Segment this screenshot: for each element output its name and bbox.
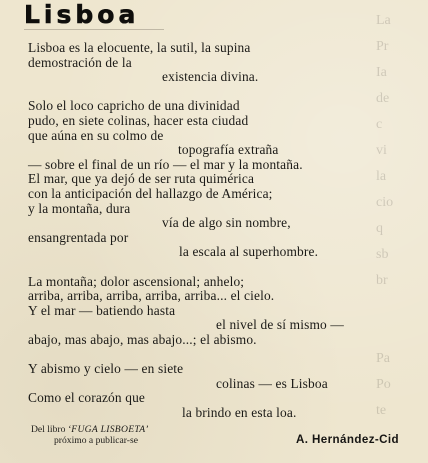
author-signature: A. Hernández-Cid [296, 433, 400, 446]
book-title: ‘FUGA LISBOETA’ [67, 424, 149, 435]
bleed-through-line: q [376, 221, 383, 236]
bleed-through-line: sb [376, 247, 389, 262]
bleed-through-line: Po [376, 377, 391, 392]
stanza-gap [28, 347, 368, 362]
poem-line: topografía extraña [178, 142, 279, 158]
bleed-through-line: vi [376, 143, 387, 158]
publication-note: próximo a publicar-se [54, 435, 138, 446]
poem-line: El mar, que ya dejó de ser ruta quimérica [28, 171, 255, 187]
bleed-through-line: c [376, 117, 383, 132]
bleed-through-text [376, 8, 428, 428]
stanza-gap [28, 260, 368, 275]
bleed-through-line [376, 320, 428, 346]
bleed-through-line [376, 294, 428, 320]
bleed-through-line: la [376, 169, 387, 184]
poem-line: pudo, en siete colinas, hacer esta ciudad [28, 112, 249, 128]
source-note [31, 424, 149, 446]
title-underline [24, 29, 164, 30]
poem-line: Y el mar — batiendo hasta [28, 302, 176, 318]
poem-line: con la anticipación del hallazgo de América; [28, 185, 273, 201]
poem-line: Lisboa es la elocuente, la sutil, la supina [28, 40, 251, 55]
poem-line: y la montaña, dura [28, 200, 131, 216]
poem-line: existencia divina. [162, 69, 259, 85]
poem-line: demostración de la [28, 54, 132, 70]
poem-line: — sobre el final de un río — el mar y la montaña. [28, 156, 303, 172]
poem-line: colinas — es Lisboa [216, 375, 328, 391]
poem-line: ensangrentada por [28, 229, 129, 245]
source-prefix: Del libro [31, 424, 66, 435]
poem-line: arriba, arriba, arriba, arriba, arriba... el cielo. [28, 288, 275, 304]
bleed-through-line: Pr [376, 39, 389, 54]
stanza-gap [28, 85, 368, 100]
poem-line: la brindo en esta loa. [182, 404, 297, 420]
poem-line: el nivel de sí mismo — [216, 317, 344, 333]
bleed-through-line: te [376, 403, 387, 418]
poem-line: Solo el loco capricho de una divinidad [28, 98, 240, 114]
poem-line: la escala al superhombre. [179, 244, 319, 260]
source-line [31, 424, 149, 435]
poem-line: vía de algo sin nombre, [162, 215, 291, 231]
bleed-through-line: Pa [376, 351, 390, 366]
poem-line: abajo, mas abajo, mas abajo...; el abismo. [28, 331, 257, 347]
bleed-through-line: de [376, 91, 390, 106]
bleed-through-line: br [376, 273, 388, 288]
poem-title: Lisboa [24, 0, 140, 29]
bleed-through-line: cio [376, 195, 394, 210]
bleed-through-line: Ia [376, 65, 387, 80]
bleed-through-line: La [376, 13, 391, 28]
poem-body [28, 41, 368, 420]
poem-line: Como el corazón que [28, 390, 146, 406]
poem-line: La montaña; dolor ascensional; anhelo; [28, 273, 245, 289]
poem-line: Y abismo y cielo — en siete [28, 361, 184, 377]
poem-line: que aúna en su colmo de [28, 127, 164, 143]
